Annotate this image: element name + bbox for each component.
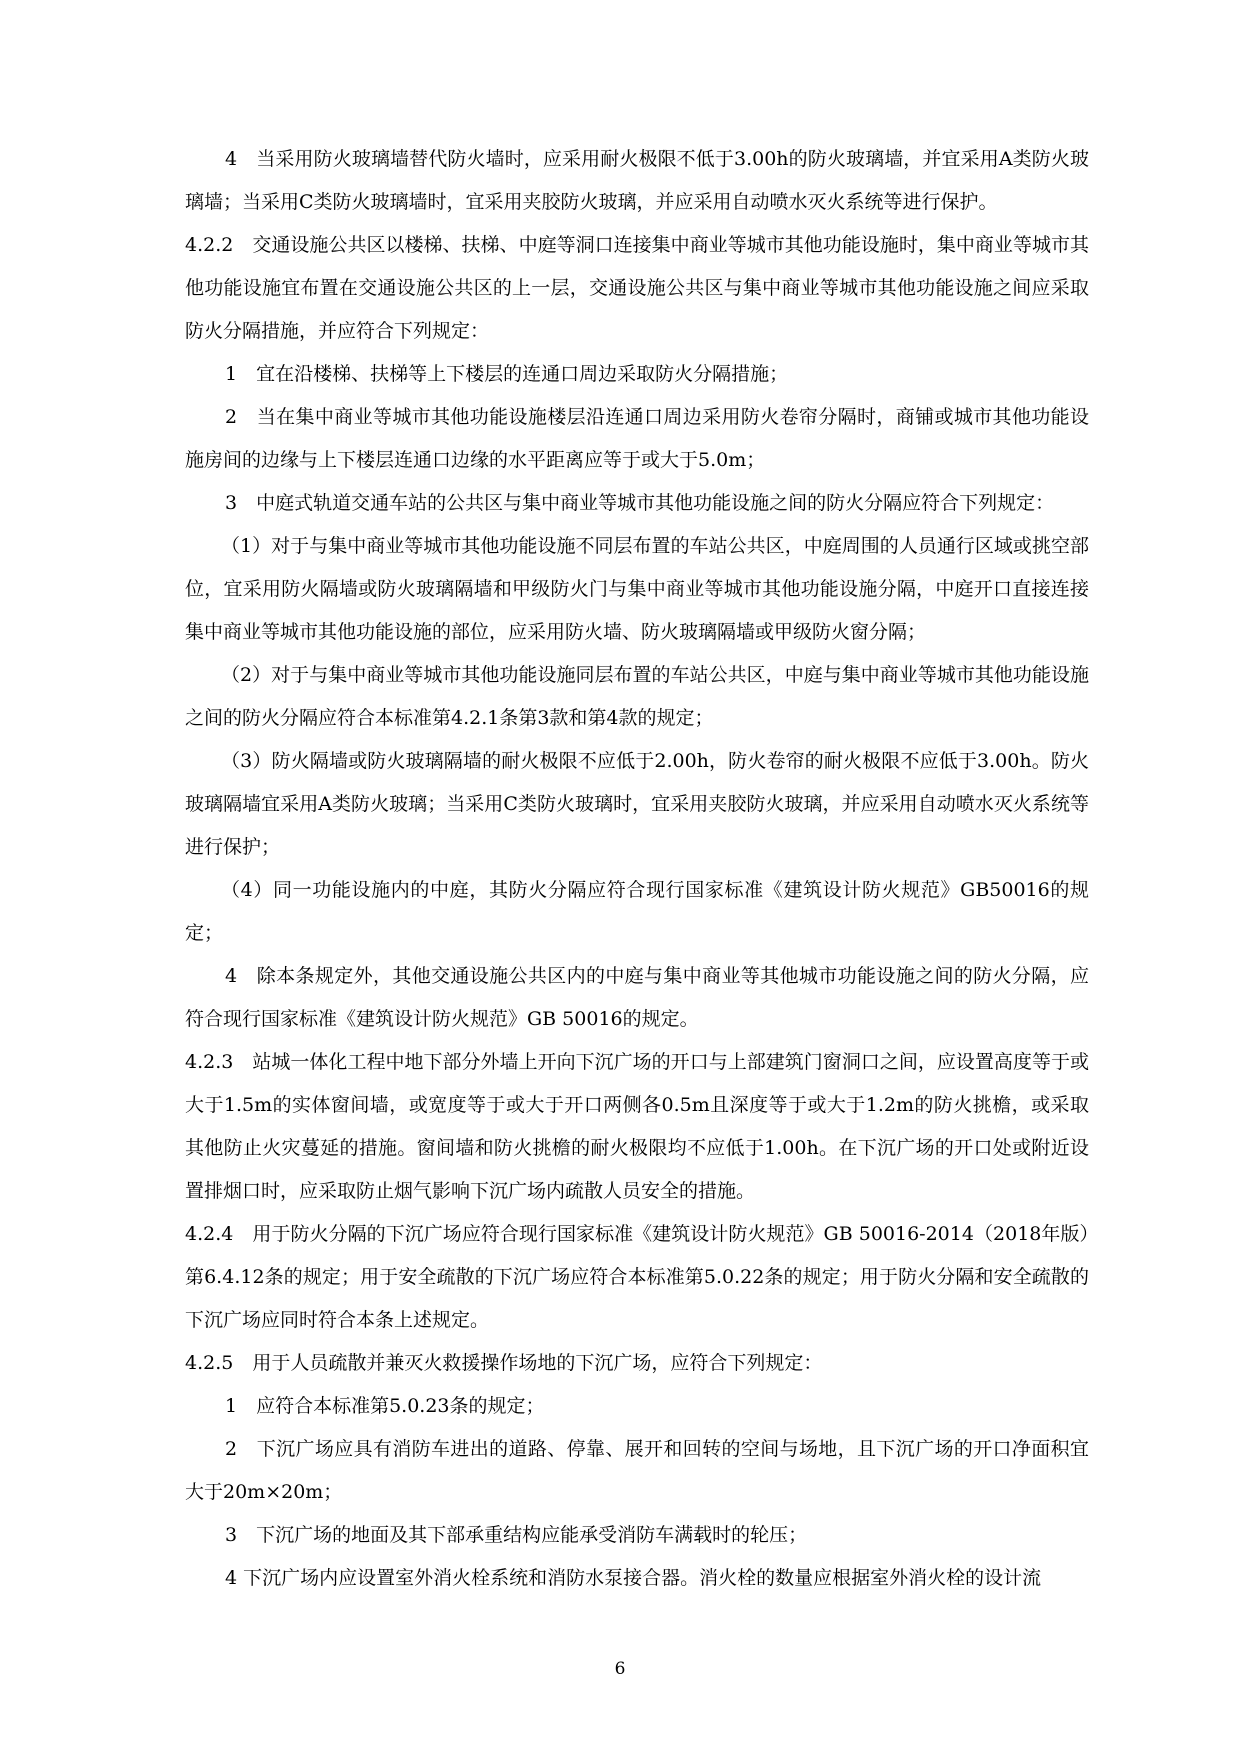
clause-4-2-4: 4.2.4 用于防火分隔的下沉广场应符合现行国家标准《建筑设计防火规范》GB 50016-2014（2018年版）第6.4.12条的规定；用于安全疏散的下沉广场应符合本标准第5.0.22条的规定；用于防火分隔和安全疏散的下沉广场应同时符合本条上述规定。 [185, 1223, 1089, 1331]
body-text [185, 138, 1089, 1600]
clause-4-2-5-item3: 3 下沉广场的地面及其下部承重结构应能承受消防车满载时的轮压； [225, 1524, 808, 1546]
clause-4-2-5-item2: 2 下沉广场应具有消防车进出的道路、停靠、展开和回转的空间与场地，且下沉广场的开口净面积宜大于20m×20m； [185, 1438, 1089, 1503]
clause-4-2-2: 4.2.2 交通设施公共区以楼梯、扶梯、中庭等洞口连接集中商业等城市其他功能设施时，集中商业等城市其他功能设施宜布置在交通设施公共区的上一层，交通设施公共区与集中商业等城市其他功能设施之间应采取防火分隔措施，并应符合下列规定： [185, 234, 1089, 342]
clause-4-2-2-item3-sub3: （3）防火隔墙或防火玻璃隔墙的耐火极限不应低于2.00h，防火卷帘的耐火极限不应低于3.00h。防火玻璃隔墙宜采用A类防火玻璃；当采用C类防火玻璃时，宜采用夹胶防火玻璃，并应采用自动喷水灭火系统等进行保护； [185, 750, 1089, 858]
clause-4-2-2-item2: 2 当在集中商业等城市其他功能设施楼层沿连通口周边采用防火卷帘分隔时，商铺或城市其他功能设施房间的边缘与上下楼层连通口边缘的水平距离应等于或大于5.0m； [185, 406, 1089, 471]
clause-4-2-2-item3-sub1: （1）对于与集中商业等城市其他功能设施不同层布置的车站公共区，中庭周围的人员通行区域或挑空部位，宜采用防火隔墙或防火玻璃隔墙和甲级防火门与集中商业等城市其他功能设施分隔，中庭开口直接连接集中商业等城市其他功能设施的部位，应采用防火墙、防火玻璃隔墙或甲级防火窗分隔； [185, 535, 1089, 643]
clause-4-2-5: 4.2.5 用于人员疏散并兼灭火救援操作场地的下沉广场，应符合下列规定： [185, 1352, 823, 1374]
clause-4-2-2-item3: 3 中庭式轨道交通车站的公共区与集中商业等城市其他功能设施之间的防火分隔应符合下列规定： [225, 492, 1055, 514]
paragraph-4221-item4: 4 当采用防火玻璃墙替代防火墙时，应采用耐火极限不低于3.00h的防火玻璃墙，并宜采用A类防火玻璃墙；当采用C类防火玻璃墙时，宜采用夹胶防火玻璃，并应采用自动喷水灭火系统等进行保护。 [185, 148, 1089, 213]
clause-4-2-3: 4.2.3 站城一体化工程中地下部分外墙上开向下沉广场的开口与上部建筑门窗洞口之间，应设置高度等于或大于1.5m的实体窗间墙，或宽度等于或大于开口两侧各0.5m且深度等于或大于1.2m的防火挑檐，或采取其他防止火灾蔓延的措施。窗间墙和防火挑檐的耐火极限均不应低于1.00h。在下沉广场的开口处或附近设置排烟口时，应采取防止烟气影响下沉广场内疏散人员安全的措施。 [185, 1051, 1089, 1202]
clause-4-2-2-item4: 4 除本条规定外，其他交通设施公共区内的中庭与集中商业等其他城市功能设施之间的防火分隔，应符合现行国家标准《建筑设计防火规范》GB 50016的规定。 [185, 965, 1089, 1030]
clause-4-2-2-item3-sub4: （4）同一功能设施内的中庭，其防火分隔应符合现行国家标准《建筑设计防火规范》GB50016的规定； [185, 879, 1089, 944]
clause-4-2-5-item1: 1 应符合本标准第5.0.23条的规定； [225, 1395, 545, 1417]
clause-4-2-5-item4: 4 下沉广场内应设置室外消火栓系统和消防水泵接合器。消火栓的数量应根据室外消火栓的设计流 [225, 1567, 1042, 1589]
clause-4-2-2-item3-sub2: （2）对于与集中商业等城市其他功能设施同层布置的车站公共区，中庭与集中商业等城市其他功能设施之间的防火分隔应符合本标准第4.2.1条第3款和第4款的规定； [185, 664, 1089, 729]
page-number: 6 [614, 1659, 626, 1679]
clause-4-2-2-item1: 1 宜在沿楼梯、扶梯等上下楼层的连通口周边采取防火分隔措施； [225, 363, 789, 385]
